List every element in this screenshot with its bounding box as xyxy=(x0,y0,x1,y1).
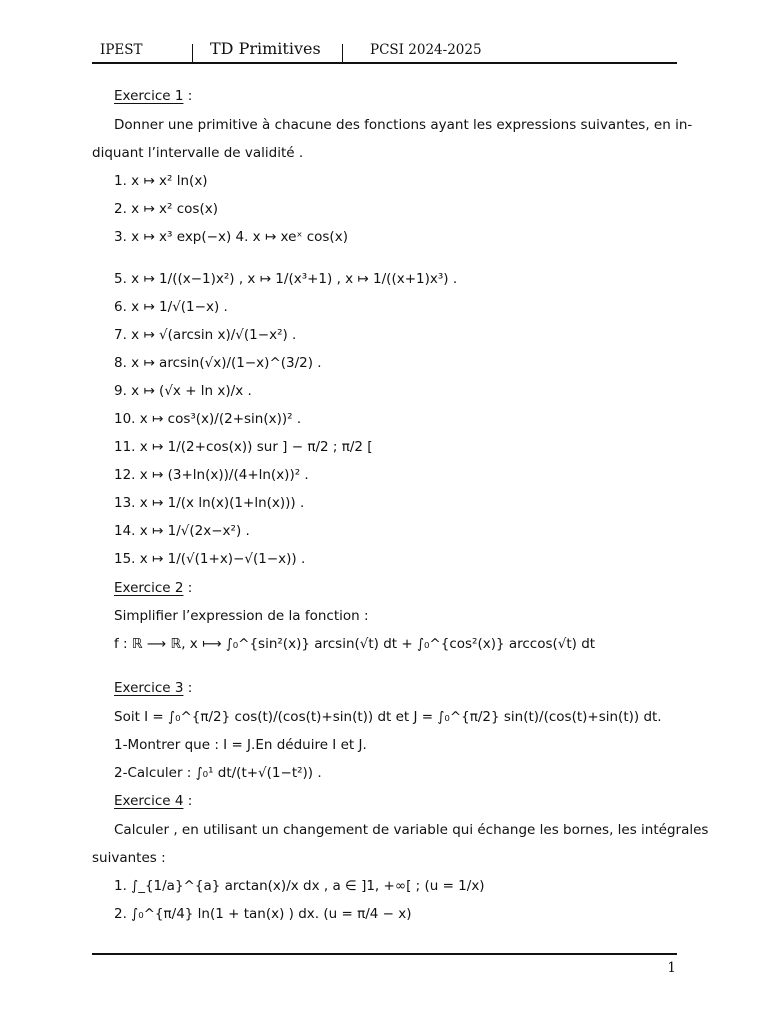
ex1-item-5: 5. x ↦ 1/((x−1)x²) , x ↦ 1/(x³+1) , x ↦ 1/((x+1)x³) . xyxy=(114,271,458,287)
exercise-4-intro-cont: suivantes : xyxy=(92,850,166,866)
ex1-item-6: 6. x ↦ 1/√(1−x) . xyxy=(114,299,228,315)
ex1-item-9: 9. x ↦ (√x + ln x)/x . xyxy=(114,383,252,399)
ex1-item-12: 12. x ↦ (3+ln(x))/(4+ln(x))² . xyxy=(114,467,309,483)
class-year: PCSI 2024-2025 xyxy=(370,42,482,58)
ex1-item-1: 1. x ↦ x² ln(x) xyxy=(114,173,208,189)
ex1-item-14: 14. x ↦ 1/√(2x−x²) . xyxy=(114,523,250,539)
page-header xyxy=(92,36,677,64)
exercise-2-formula: f : ℝ ⟶ ℝ, x ⟼ ∫₀^{sin²(x)} arcsin(√t) dt + ∫₀^{cos²(x)} arccos(√t) dt xyxy=(114,636,596,652)
exercise-1-heading: Exercice 1 : xyxy=(114,88,193,104)
exercise-3-question-2: 2-Calculer : ∫₀¹ dt/(t+√(1−t²)) . xyxy=(114,765,322,781)
ex1-item-13: 13. x ↦ 1/(x ln(x)(1+ln(x))) . xyxy=(114,495,305,511)
ex1-item-11: 11. x ↦ 1/(2+cos(x)) sur ] − π/2 ; π/2 [ xyxy=(114,439,373,455)
exercise-2-statement: Simplifier l’expression de la fonction : xyxy=(114,608,369,624)
ex4-item-2: 2. ∫₀^{π/4} ln(1 + tan(x) ) dx. (u = π/4 − x) xyxy=(114,906,412,922)
school-name: IPEST xyxy=(100,42,143,58)
header-divider xyxy=(192,44,193,62)
header-divider xyxy=(342,44,343,62)
exercise-3-question-1: 1-Montrer que : I = J.En déduire I et J. xyxy=(114,737,367,753)
exercise-1-intro-cont: diquant l’intervalle de validité . xyxy=(92,145,304,161)
ex1-item-15: 15. x ↦ 1/(√(1+x)−√(1−x)) . xyxy=(114,551,306,567)
ex1-item-2: 2. x ↦ x² cos(x) xyxy=(114,201,218,217)
ex1-item-8: 8. x ↦ arcsin(√x)/(1−x)^(3/2) . xyxy=(114,355,322,371)
ex1-item-7: 7. x ↦ √(arcsin x)/√(1−x²) . xyxy=(114,327,297,343)
page-number: 1 xyxy=(667,960,676,976)
ex4-item-1: 1. ∫_{1/a}^{a} arctan(x)/x dx , a ∈ ]1, +∞[ ; (u = 1/x) xyxy=(114,878,485,894)
exercise-1-intro: Donner une primitive à chacune des fonctions ayant les expressions suivantes, en in- xyxy=(114,117,693,133)
exercise-3-heading: Exercice 3 : xyxy=(114,680,193,696)
exercise-4-heading: Exercice 4 : xyxy=(114,793,193,809)
exercise-2-heading: Exercice 2 : xyxy=(114,580,193,596)
exercise-4-intro: Calculer , en utilisant un changement de variable qui échange les bornes, les intégrales xyxy=(114,822,709,838)
sheet-title: TD Primitives xyxy=(210,39,321,58)
ex1-item-10: 10. x ↦ cos³(x)/(2+sin(x))² . xyxy=(114,411,302,427)
footer-rule xyxy=(92,953,677,955)
exercise-3-definition: Soit I = ∫₀^{π/2} cos(t)/(cos(t)+sin(t)) dt et J = ∫₀^{π/2} sin(t)/(cos(t)+sin(t)) dt. xyxy=(114,709,662,725)
ex1-item-3-4: 3. x ↦ x³ exp(−x) 4. x ↦ xeˣ cos(x) xyxy=(114,229,348,245)
